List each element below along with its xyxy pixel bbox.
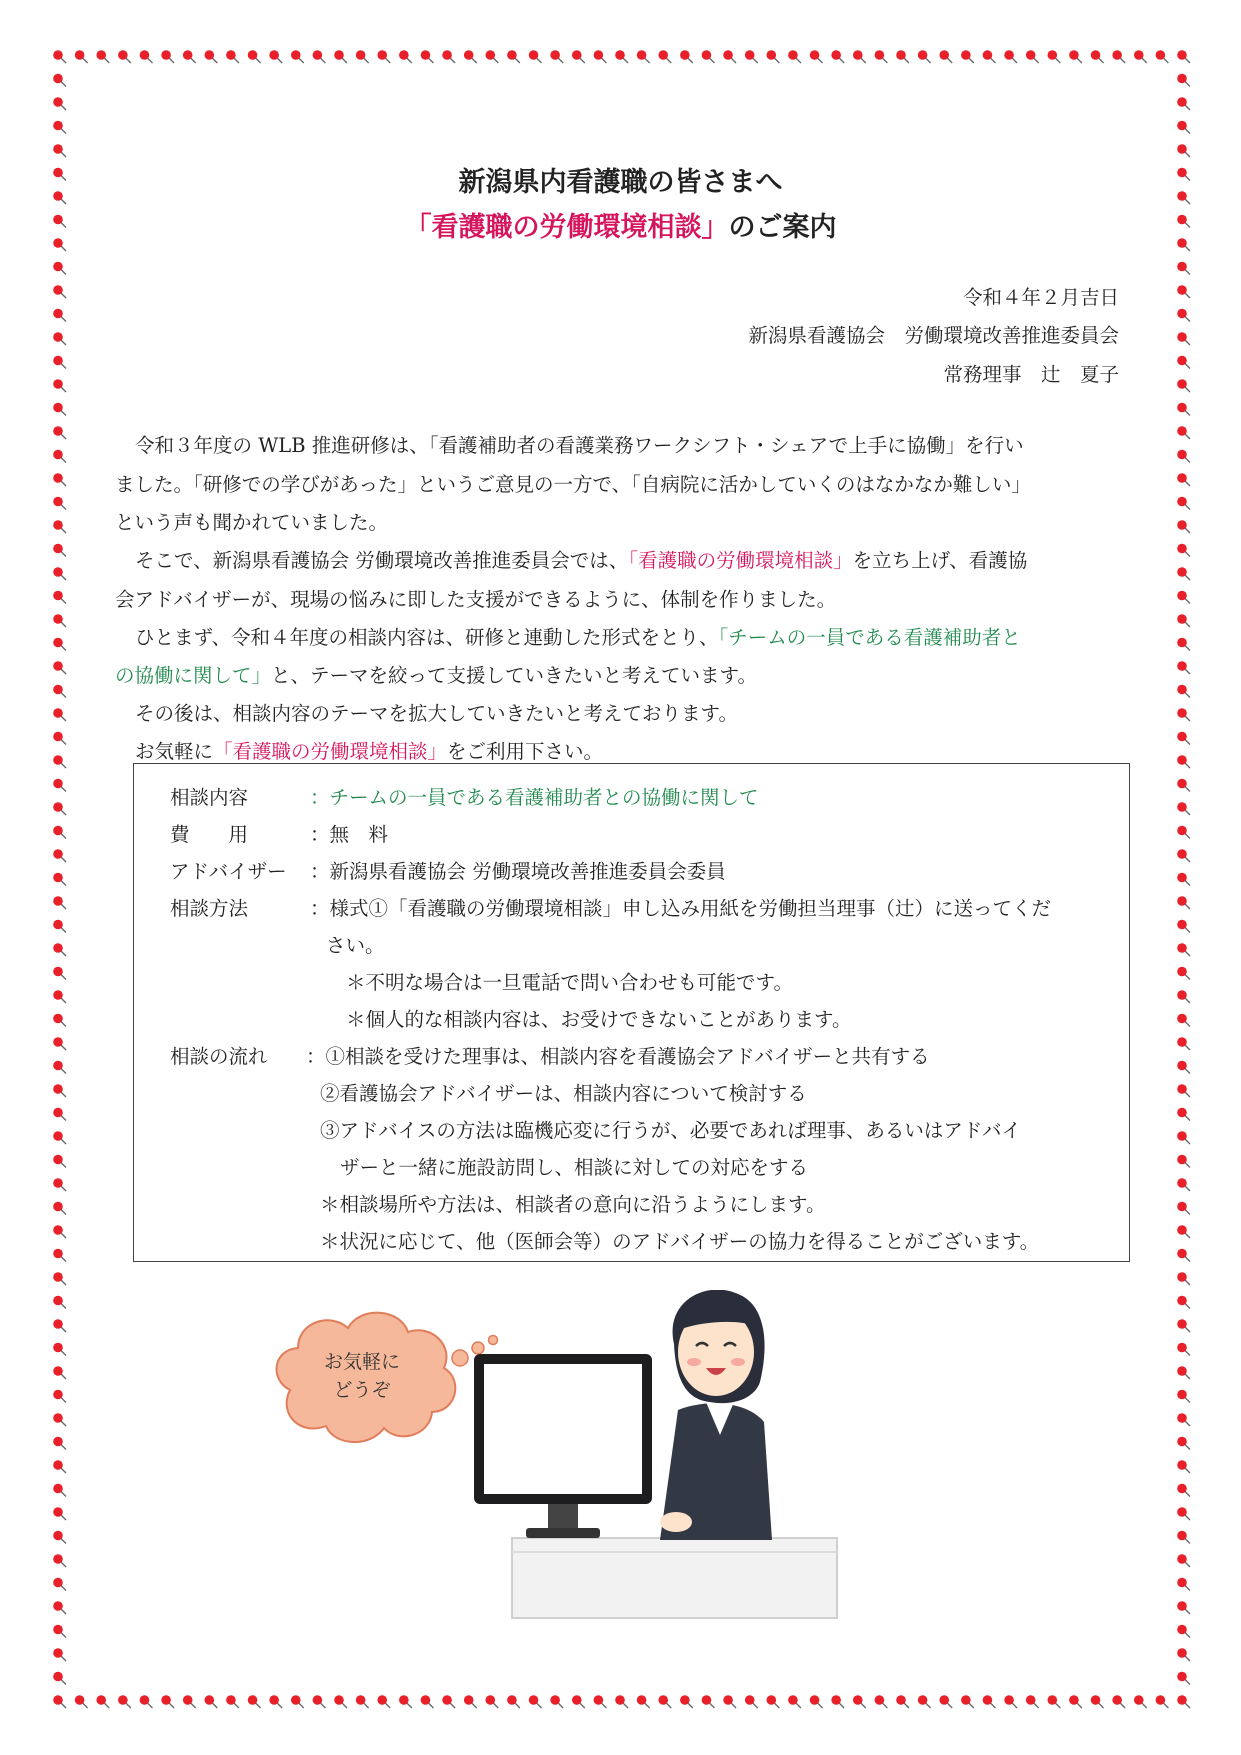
border-dot [1134,1695,1147,1708]
border-dot [1177,497,1190,510]
border-dot [53,567,66,580]
border-dot [53,896,66,909]
border-dot [53,1601,66,1614]
border-dot [615,1695,628,1708]
body-p1-line3: という声も聞かれていました。 [115,511,389,534]
border-dot [1177,309,1190,322]
border-dot [1048,1695,1061,1708]
row-flow-item-1: ：①相談を受けた理事は、相談内容を看護協会アドバイザーと共有する [306,1045,930,1068]
body-p2-a: そこで、新潟県看護協会 労働環境改善推進委員会では、 [135,549,629,572]
advisor-person [660,1290,772,1540]
border-dot [918,1695,931,1708]
border-dot [53,1390,66,1403]
computer-monitor [474,1354,652,1538]
border-dot [637,1695,650,1708]
border-dot [53,356,66,369]
border-dot [658,50,671,63]
border-dot [1177,826,1190,839]
row-flow-note-1: ＊相談場所や方法は、相談者の意向に沿うようにします。 [320,1193,826,1216]
border-dot [53,1437,66,1450]
border-dot [1177,1437,1190,1450]
border-dot [356,50,369,63]
border-dot [983,50,996,63]
border-dot [53,920,66,933]
border-dot [1177,567,1190,580]
border-dot [442,50,455,63]
border-dot [572,50,585,63]
row-method-note-2: ＊個人的な相談内容は、お受けできないことがあります。 [346,1008,852,1031]
border-dot [1177,661,1190,674]
border-dot [1177,1155,1190,1168]
border-dot [53,1249,66,1262]
border-dot [53,1272,66,1285]
thought-cloud [277,1313,498,1442]
border-dot [53,1131,66,1144]
row-value-method-line1: ：様式①「看護職の労働環境相談」申し込み用紙を労働担当理事（辻）に送ってくだ [310,897,1052,920]
border-dot [442,1695,455,1708]
border-dot [1026,50,1039,63]
border-dot [507,1695,520,1708]
border-dot [1177,591,1190,604]
border-dot [53,755,66,768]
row-value-fee: ：無 料 [310,823,389,846]
body-p5-a: お気軽に [135,740,214,763]
border-dot [377,50,390,63]
border-dot [53,285,66,298]
border-dot [723,50,736,63]
border-dot [1177,1672,1190,1685]
border-dot [594,1695,607,1708]
border-dot [53,943,66,956]
border-dot [853,1695,866,1708]
row-label-method: 相談方法 [170,897,249,920]
body-p5-highlight: 「看護職の労働環境相談」 [213,740,448,763]
border-dot [767,1695,780,1708]
row-method-note-1: ＊不明な場合は一旦電話で問い合わせも可能です。 [346,971,793,994]
border-dot [745,50,758,63]
border-dot [1004,50,1017,63]
border-dot [53,379,66,392]
border-dot [118,50,131,63]
border-dot [572,1695,585,1708]
border-dot [226,1695,239,1708]
row-value-method-line2: さい。 [326,934,385,957]
border-dot [1177,943,1190,956]
border-dot [53,708,66,721]
border-dot [1069,1695,1082,1708]
border-dot [53,144,66,157]
border-dot [1177,1272,1190,1285]
border-dot [53,544,66,557]
border-dot [918,50,931,63]
body-p3-a: ひとまず、令和４年度の相談内容は、研修と連動した形式をとり、 [135,626,719,649]
border-dot [875,1695,888,1708]
border-dot [53,309,66,322]
border-dot [53,332,66,345]
border-dot [745,1695,758,1708]
body-p3-highlight: 「チームの一員である看護補助者と [718,626,1021,649]
border-dot [313,50,326,63]
border-dot [161,50,174,63]
border-dot [226,50,239,63]
border-dot [313,1695,326,1708]
border-dot [1177,1625,1190,1638]
border-dot [1177,1131,1190,1144]
border-dot [53,1695,66,1708]
border-dot [53,74,66,87]
border-dot [161,1695,174,1708]
border-dot [421,1695,434,1708]
border-dot [875,50,888,63]
border-dot [1177,1014,1190,1027]
border-dot [291,1695,304,1708]
border-dot [205,50,218,63]
border-dot [788,1695,801,1708]
body-p3-line1 [135,628,1021,648]
border-dot [1004,1695,1017,1708]
border-dot [53,1648,66,1661]
border-dot [53,50,66,63]
border-dot [140,1695,153,1708]
row-label-flow: 相談の流れ [170,1045,268,1068]
border-dot [1177,262,1190,275]
border-dot [1134,50,1147,63]
border-dot [269,1695,282,1708]
border-dot [529,1695,542,1708]
border-dot [53,403,66,416]
body-p5-c: をご利用下さい。 [447,740,604,763]
border-dot [1177,1178,1190,1191]
border-dot [702,1695,715,1708]
body-p3-line2 [115,666,757,686]
border-dot [291,50,304,63]
border-dot [1112,1695,1125,1708]
border-dot [1177,1695,1190,1708]
border-dot [1177,1390,1190,1403]
border-dot [53,990,66,1003]
border-dot [1177,755,1190,768]
border-dot [269,50,282,63]
bubble-line-2: どうぞ [333,1379,391,1401]
border-dot [464,50,477,63]
border-dot [53,1413,66,1426]
border-dot [183,50,196,63]
border-dot [53,1202,66,1215]
border-dot [1177,544,1190,557]
border-dot [831,50,844,63]
title-highlight: 「看護職の労働環境相談」 [404,212,729,243]
border-dot [1177,1366,1190,1379]
border-dot [680,1695,693,1708]
sender-organization: 新潟県看護協会 労働環境改善推進委員会 [748,324,1119,347]
border-dot [53,1178,66,1191]
border-dot [96,1695,109,1708]
border-dot [53,591,66,604]
border-dot [1177,802,1190,815]
border-dot [1177,1037,1190,1050]
row-flow-item-3-line1: ③アドバイスの方法は臨機応変に行うが、必要であれば理事、あるいはアドバイ [320,1119,1022,1142]
border-dot [810,1695,823,1708]
border-dot [53,1061,66,1074]
border-dot [1177,450,1190,463]
border-dot [53,614,66,627]
border-dot [53,1014,66,1027]
body-p3-highlight-cont: の協働に関して」 [115,664,272,687]
border-dot [1177,121,1190,134]
border-dot [53,779,66,792]
border-dot [248,1695,261,1708]
border-dot [356,1695,369,1708]
border-dot [1177,285,1190,298]
border-dot [486,1695,499,1708]
border-dot [1177,990,1190,1003]
border-dot [1177,1484,1190,1497]
border-dot [1177,97,1190,110]
body-p2-line1 [135,551,1027,571]
border-dot [53,732,66,745]
border-dot [1177,1108,1190,1121]
row-label-fee: 費 用 [170,823,249,846]
border-dot [1177,144,1190,157]
border-dot [183,1695,196,1708]
border-dot [53,967,66,980]
border-dot [75,50,88,63]
border-dot [1177,1225,1190,1238]
border-dot [486,50,499,63]
border-dot [810,50,823,63]
border-dot [53,1672,66,1685]
border-dot [53,426,66,439]
border-dot [248,50,261,63]
border-dot [53,1578,66,1591]
border-dot [377,1695,390,1708]
row-flow-item-2: ②看護協会アドバイザーは、相談内容について検討する [320,1082,807,1105]
border-dot [550,50,563,63]
border-dot [1177,1648,1190,1661]
border-dot [702,50,715,63]
body-p3-b: と、テーマを絞って支援していきたいと考えています。 [271,664,757,687]
bubble-line-1: お気軽に [323,1351,401,1373]
border-dot [896,1695,909,1708]
border-dot [637,50,650,63]
advisor-illustration [260,1290,860,1620]
border-dot [53,1319,66,1332]
border-dot [788,50,801,63]
border-dot [1177,896,1190,909]
border-dot [334,50,347,63]
border-dot [53,1366,66,1379]
border-dot [615,50,628,63]
border-dot [594,50,607,63]
border-dot [831,1695,844,1708]
border-dot [723,1695,736,1708]
border-dot [53,873,66,886]
border-dot [53,1484,66,1497]
border-dot [421,50,434,63]
border-dot [75,1695,88,1708]
border-dot [1048,50,1061,63]
border-dot [1177,1531,1190,1544]
border-dot [1177,356,1190,369]
border-dot [507,50,520,63]
border-dot [1177,403,1190,416]
border-dot [53,1343,66,1356]
border-dot [140,50,153,63]
border-dot [1177,50,1190,63]
border-dot [53,1155,66,1168]
border-dot [983,1695,996,1708]
border-dot [53,1225,66,1238]
row-value-advisor: ：新潟県看護協会 労働環境改善推進委員会委員 [310,860,726,883]
body-p1-line1: 令和３年度の WLB 推進研修は、「看護補助者の看護業務ワークシフト・シェアで上手に協働」を行い [135,434,1024,457]
row-label-advisor [170,856,287,884]
border-dot [1177,849,1190,862]
border-dot [1177,1319,1190,1332]
title-line-1: 新潟県内看護職の皆さまへ [458,167,783,198]
border-dot [550,1695,563,1708]
border-dot [118,1695,131,1708]
date: 令和４年２月吉日 [962,286,1119,309]
border-dot [1177,1343,1190,1356]
border-dot [53,520,66,533]
border-dot [53,473,66,486]
border-dot [896,50,909,63]
border-dot [53,661,66,674]
border-dot [53,1296,66,1309]
border-dot [767,50,780,63]
border-dot [53,1625,66,1638]
border-dot [1177,1578,1190,1591]
border-dot [1177,638,1190,651]
border-dot [1112,50,1125,63]
title-rest: のご案内 [728,212,837,243]
border-dot [529,50,542,63]
border-dot [53,1460,66,1473]
border-dot [961,1695,974,1708]
border-dot [1177,332,1190,345]
border-dot [1177,1084,1190,1097]
border-dot [53,849,66,862]
border-dot [1177,1061,1190,1074]
border-dot [53,1108,66,1121]
border-dot [1177,1296,1190,1309]
border-dot [205,1695,218,1708]
border-dot [53,97,66,110]
border-dot [53,638,66,651]
border-dot [1177,1507,1190,1520]
border-dot [1177,379,1190,392]
border-dot [399,50,412,63]
border-dot [1177,1460,1190,1473]
border-dot [96,50,109,63]
border-dot [1177,779,1190,792]
border-dot [53,121,66,134]
border-dot [53,802,66,815]
border-dot [1091,50,1104,63]
border-dot [53,1037,66,1050]
border-dot [1177,1554,1190,1567]
border-dot [53,1531,66,1544]
row-flow-item-3-line2: ザーと一緒に施設訪問し、相談に対しての対応をする [340,1156,809,1179]
border-dot [1177,426,1190,439]
border-dot [1177,1249,1190,1262]
border-dot [658,1695,671,1708]
border-dot [464,1695,477,1708]
border-dot [1177,74,1190,87]
border-dot [1156,1695,1169,1708]
border-dot [53,1084,66,1097]
border-dot [53,1554,66,1567]
row-value-content: ：チームの一員である看護補助者との協働に関して [310,786,759,809]
border-dot [1177,520,1190,533]
border-dot [1177,1413,1190,1426]
border-dot [1156,50,1169,63]
row-label-content: 相談内容 [170,786,249,809]
border-dot [334,1695,347,1708]
row-label-advisor-text: アドバイザー [170,860,287,883]
border-dot [1091,1695,1104,1708]
border-dot [680,50,693,63]
sender-person: 常務理事 辻 夏子 [943,363,1119,386]
border-dot [53,450,66,463]
border-dot [1177,732,1190,745]
border-dot [53,1507,66,1520]
body-p2-line2: 会アドバイザーが、現場の悩みに即した支援ができるように、体制を作りました。 [115,588,837,611]
border-dot [1177,1202,1190,1215]
border-dot [399,1695,412,1708]
border-dot [1026,1695,1039,1708]
body-p4: その後は、相談内容のテーマを拡大していきたいと考えております。 [135,702,738,725]
border-dot [939,1695,952,1708]
border-dot [53,262,66,275]
title-line-2 [0,205,1241,244]
border-dot [53,685,66,698]
border-dot [1177,685,1190,698]
row-flow-note-2: ＊状況に応じて、他（医師会等）のアドバイザーの協力を得ることがございます。 [320,1230,1040,1253]
border-dot [53,826,66,839]
border-dot [1177,920,1190,933]
border-dot [1177,708,1190,721]
border-dot [961,50,974,63]
body-p1-line2: ました。「研修での学びがあった」というご意見の一方で、「自病院に活かしていくのはなかなか難しい」 [115,473,1031,496]
body-p2-c: を立ち上げ、看護協 [852,549,1028,572]
border-dot [1177,967,1190,980]
border-dot [1177,614,1190,627]
border-dot [1177,1601,1190,1614]
body-p5 [135,742,603,762]
body-p2-highlight: 「看護職の労働環境相談」 [628,549,853,572]
desk [512,1538,837,1618]
border-dot [1177,473,1190,486]
border-dot [53,497,66,510]
border-dot [1069,50,1082,63]
border-dot [1177,873,1190,886]
border-dot [939,50,952,63]
border-dot [853,50,866,63]
